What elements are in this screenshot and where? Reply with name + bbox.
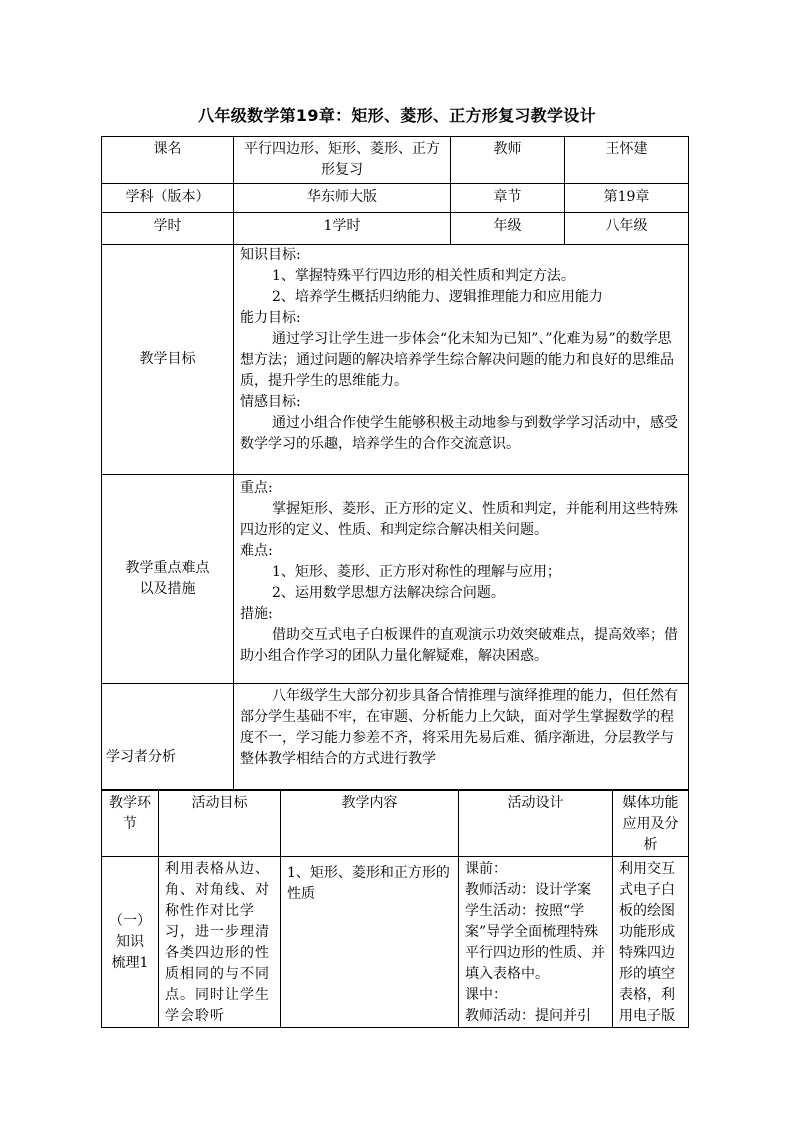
objectives-ability-heading: 能力目标:: [240, 310, 301, 326]
keypoints-line: 掌握矩形、菱形、正方形的定义、性质和判定，并能利用这些特殊四边形的定义、性质、和判定综合解决相关问题。: [240, 501, 678, 538]
keypoints-line: 1、矩形、菱形、正方形对称性的理解与应用；: [272, 564, 561, 580]
subject-label: 学科（版本）: [102, 184, 234, 213]
keypoints-label: 教学重点难点 以及措施: [102, 475, 234, 684]
chapter-value: 第19章: [565, 184, 689, 213]
learner-content: [234, 684, 689, 790]
hours-label: 学时: [102, 213, 234, 245]
teacher-label: 教师: [451, 137, 565, 184]
objectives-label: 教学目标: [102, 245, 234, 475]
keypoints-difficulty-heading: 难点:: [240, 543, 273, 559]
keypoints-measures-heading: 措施:: [240, 606, 273, 622]
learner-label: 学习者分析: [102, 684, 234, 790]
header-media: 媒体功能应用及分析: [613, 791, 689, 857]
grade-value: 八年级: [565, 213, 689, 245]
keypoints-focus-heading: 重点:: [240, 480, 273, 496]
objectives-emotion-heading: 情感目标:: [240, 394, 301, 410]
learner-text: 八年级学生大部分初步具备合情推理与演绎推理的能力，但任然有部分学生基础不牢，在审题、分析能力上欠缺，面对学生掌握数学的程度不一，学习能力参差不齐，将采用先易后难、循序渐进，分层教学与整体教学相结合的方式进行教学: [240, 688, 678, 767]
objectives-content: [234, 245, 689, 475]
teacher-value: 王怀建: [565, 137, 689, 184]
objectives-line: 通过学习让学生进一步体会“化未知为已知”、”化难为易”的数学思想方法；通过问题的解决培养学生综合解决问题的能力和良好的思维品质，提升学生的思维能力。: [240, 331, 674, 389]
objectives-line: 2、培养学生概括归纳能力、逻辑推理能力和应用能力: [272, 289, 603, 305]
course-label: 课名: [102, 137, 234, 184]
content-cell: 1、矩形、菱形和正方形的性质: [281, 857, 459, 1028]
keypoints-line: 2、运用数学思想方法解决综合问题。: [272, 585, 505, 601]
lesson-info-table: [101, 136, 689, 790]
media-cell: 利用交互式电子白板的绘图功能形成特殊四边形的填空表格，利用电子版: [613, 857, 689, 1028]
objectives-line: 1、掌握特殊平行四边形的相关性质和判定方法。: [272, 268, 575, 284]
goal-cell: 利用表格从边、角、对角线、对称性作对比学习，进一步理清各类四边形的性质相同的与不同点。同时让学生学会聆听: [159, 857, 281, 1028]
page-title: 八年级数学第19章：矩形、菱形、正方形复习教学设计: [198, 106, 596, 125]
header-content: 教学内容: [281, 791, 459, 857]
objectives-line: 通过小组合作使学生能够积极主动地参与到数学学习活动中，感受数学学习的乐趣，培养学生的合作交流意识。: [240, 415, 678, 452]
stage-cell: （一） 知识 梳理1: [102, 857, 159, 1028]
keypoints-line: 借助交互式电子白板课件的直观演示功效突破难点，提高效率；借助小组合作学习的团队力量化解疑难，解决困惑。: [240, 627, 678, 664]
hours-value: 1学时: [234, 213, 451, 245]
objectives-knowledge-heading: 知识目标:: [240, 247, 301, 263]
course-value: 平行四边形、矩形、菱形、正方形复习: [234, 137, 451, 184]
design-cell: 课前： 教师活动：设计学案 学生活动：按照“学案”导学全面梳理特殊平行四边形的性质、并填入表格中。 课中： 教师活动：提问并引: [459, 857, 613, 1028]
subject-value: 华东师大版: [234, 184, 451, 213]
header-goal: 活动目标: [159, 791, 281, 857]
header-design: 活动设计: [459, 791, 613, 857]
chapter-label: 章节: [451, 184, 565, 213]
grade-label: 年级: [451, 213, 565, 245]
process-table: [101, 790, 689, 1028]
keypoints-content: [234, 475, 689, 684]
header-stage: 教学环节: [102, 791, 159, 857]
